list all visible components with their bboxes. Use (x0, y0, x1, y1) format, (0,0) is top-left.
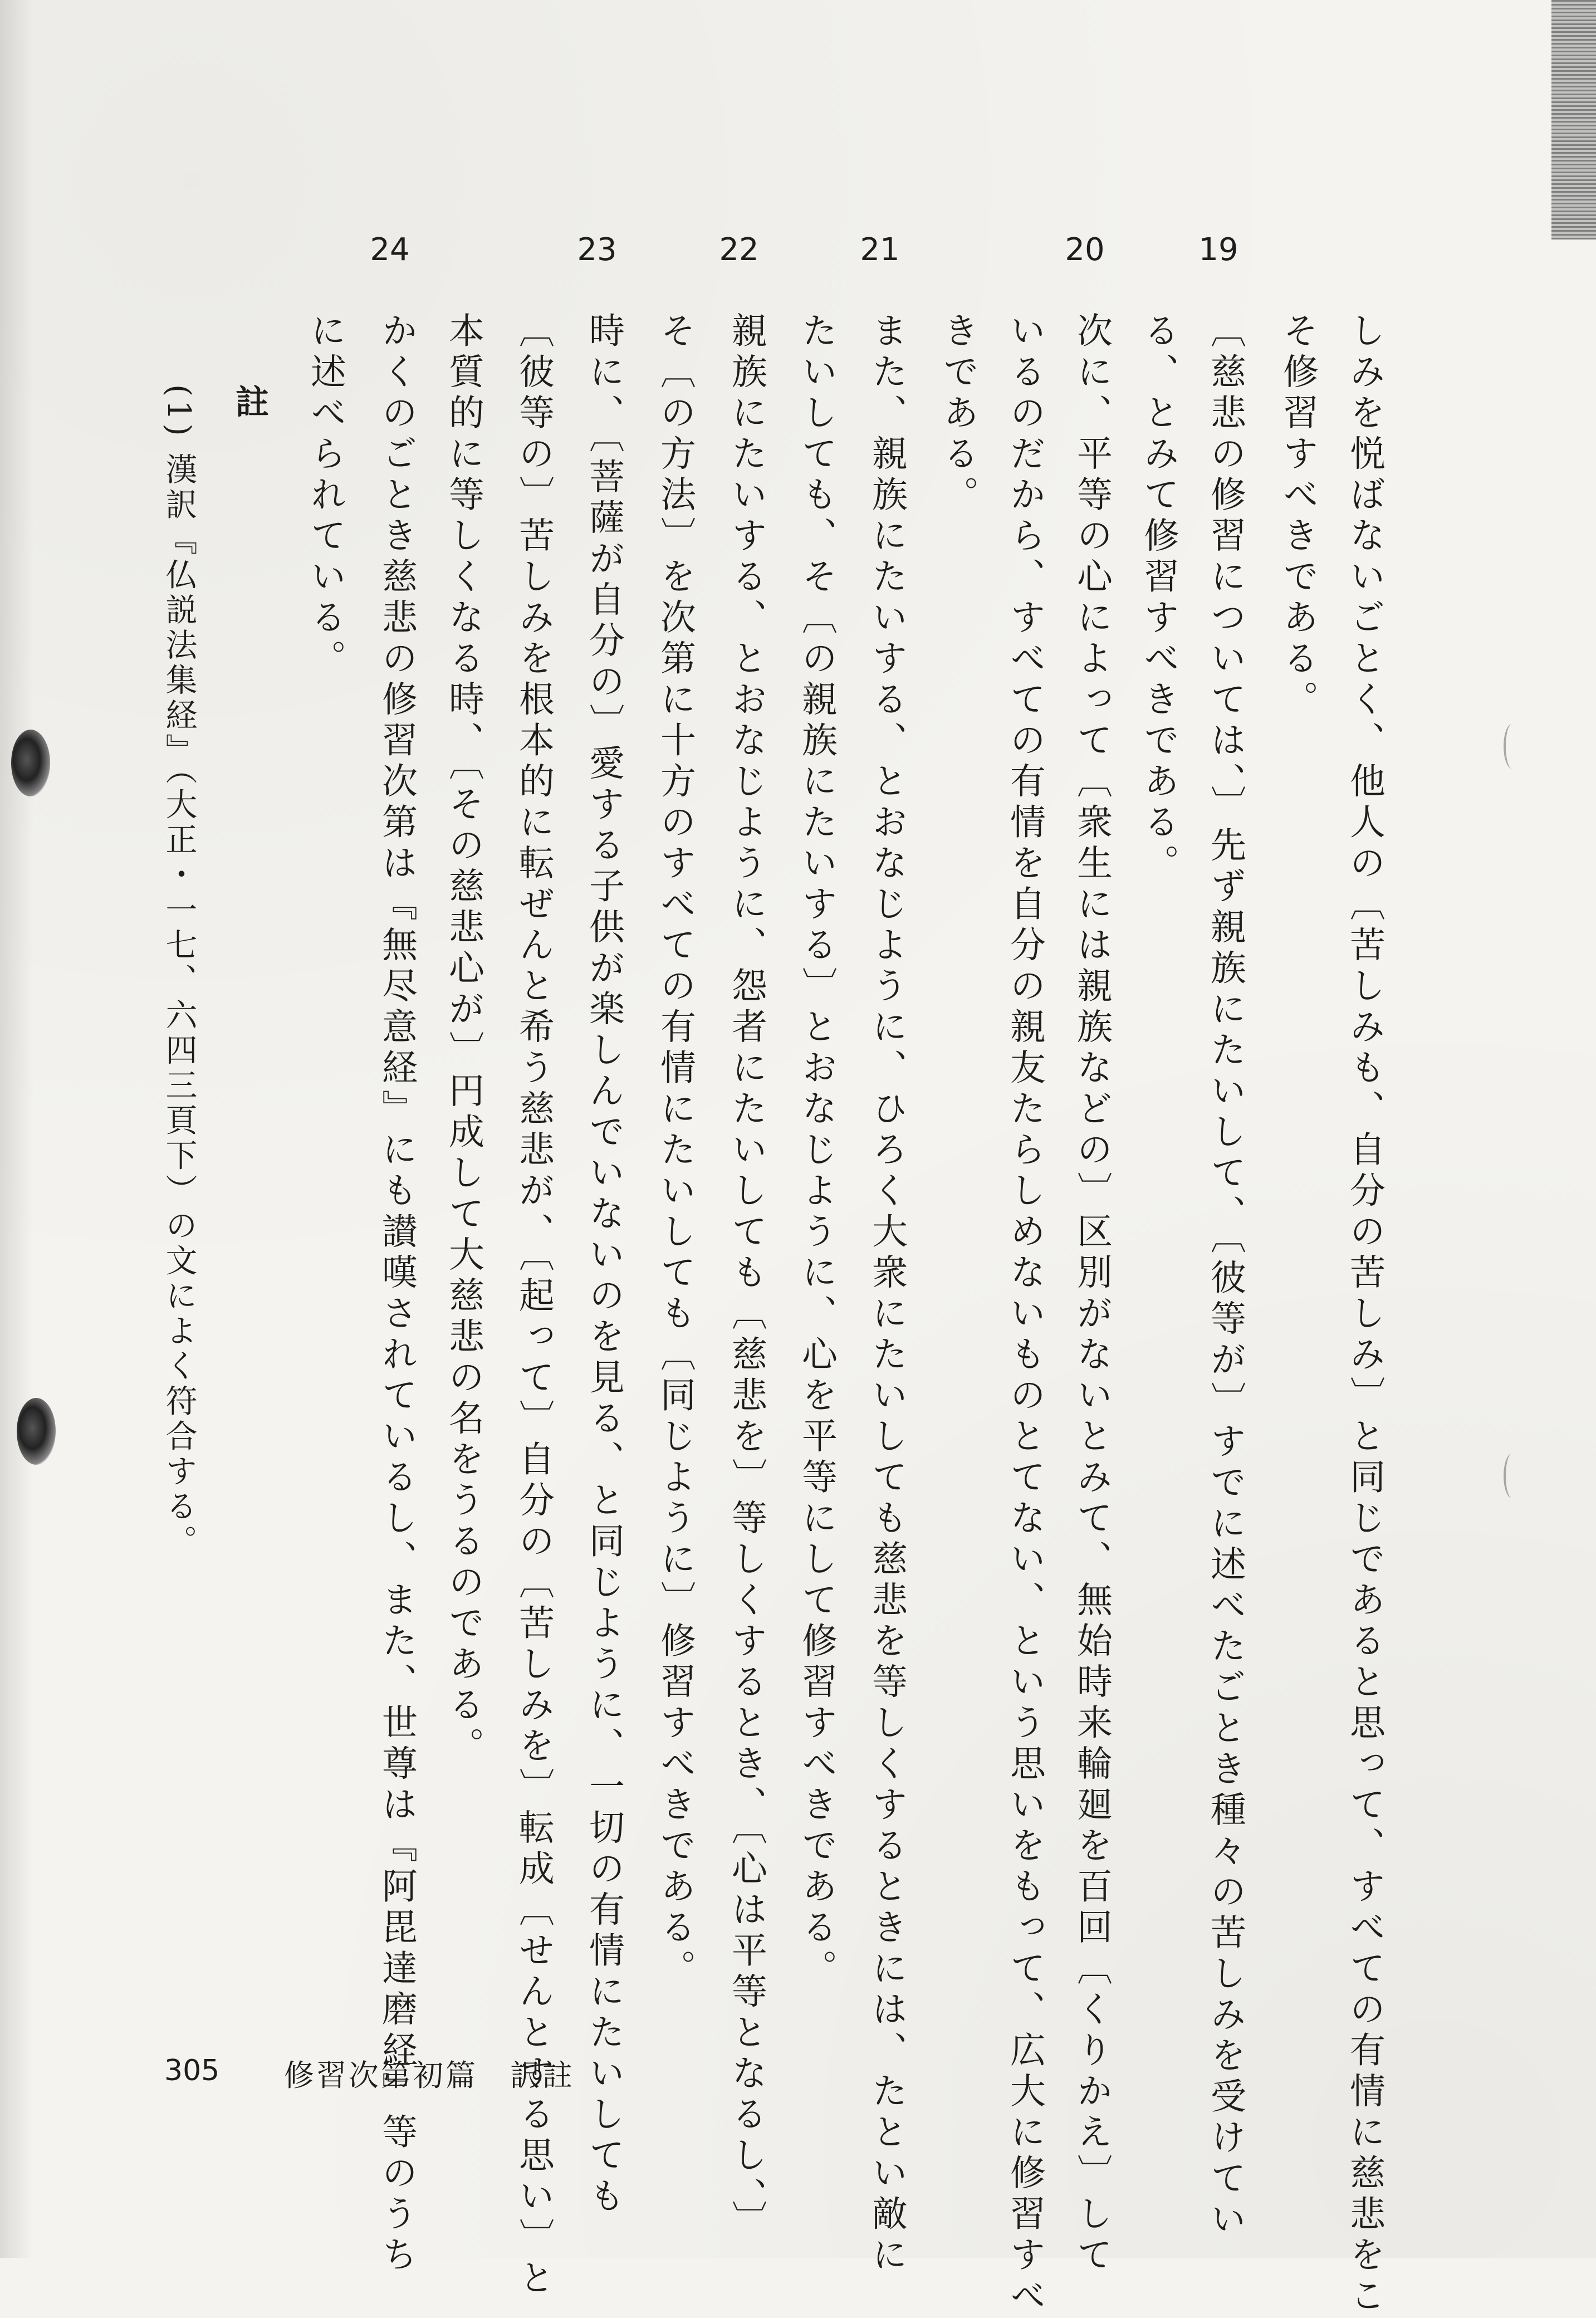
running-footer-title: 修習次第初篇 訳註 (284, 2058, 575, 2093)
scan-mark-right-lower (1504, 1454, 1520, 1498)
text-column-3: 〔慈悲の修習については、〕先ず親族にたいして、〔彼等が〕すでに述べたごとき種々の苦しみを受けてい (1205, 312, 1246, 2241)
scan-shadow-left (0, 0, 33, 2258)
text-column-6: いるのだから、すべての有情を自分の親友たらしめないものとてない、という思いをもって、広大に修習すべ (1004, 312, 1045, 2318)
text-column-7: きである。 (937, 312, 978, 517)
text-column-10: 親族にたいする、とおなじように、怨者にたいしても〔慈悲を〕等しくするとき、〔心は平等となるし、〕 (726, 312, 767, 2241)
text-column-5: 次に、平等の心によって〔衆生には親族などの〕区別がないとみて、無始時来輪廻を百回〔くりかえ〕して (1071, 312, 1112, 2277)
text-column-2: そ修習すべきである。 (1277, 312, 1318, 721)
scan-noise-top-right (1551, 0, 1596, 239)
binding-hole-upper (11, 730, 50, 796)
text-column-4: る、とみて修習すべきである。 (1138, 312, 1179, 885)
page-number: 305 (164, 2054, 220, 2087)
text-column-8: また、親族にたいする、とおなじように、ひろく大衆にたいしても慈悲を等しくするときには、たとい敵に (866, 312, 907, 2277)
notes-heading: 註 (230, 384, 269, 418)
line-number-21: 21 (860, 232, 900, 268)
note-1: (1) 漢訳『仏説法集経』（大正・一七、六四三頁下）の文によく符合する。 (160, 384, 197, 1560)
line-number-23: 23 (577, 232, 617, 268)
scan-mark-right-upper (1504, 724, 1520, 769)
line-number-22: 22 (719, 232, 759, 268)
binding-hole-lower (17, 1398, 56, 1465)
text-column-12: 時に、〔菩薩が自分の〕愛する子供が楽しんでいないのを見る、と同じように、一切の有情にたいしても (583, 312, 624, 2218)
line-number-20: 20 (1065, 232, 1105, 268)
text-column-9: たいしても、そ〔の親族にたいする〕とおなじように、心を平等にして修習すべきである。 (796, 312, 837, 1991)
text-column-13: 〔彼等の〕苦しみを根本的に転ぜんと希う慈悲が、〔起って〕自分の〔苦しみを〕転成〔せんとする思い〕と (513, 312, 554, 2300)
line-number-24: 24 (370, 232, 410, 268)
line-number-19: 19 (1198, 232, 1238, 268)
text-column-14: 本質的に等しくなる時、〔その慈悲心が〕円成して大慈悲の名をうるのである。 (443, 312, 484, 1768)
text-column-15: かくのごとき慈悲の修習次第は『無尽意経』にも讃嘆されているし、また、世尊は『阿毘達磨経』等のうち (376, 312, 417, 2277)
text-column-16: に述べられている。 (305, 312, 346, 681)
text-column-1: しみを悦ばないごとく、他人の〔苦しみも、自分の苦しみ〕と同じであると思って、すべての有情に慈悲をこ (1344, 312, 1385, 2318)
text-column-11: そ〔の方法〕を次第に十方のすべての有情にたいしても〔同じように〕修習すべきである。 (654, 312, 696, 1991)
